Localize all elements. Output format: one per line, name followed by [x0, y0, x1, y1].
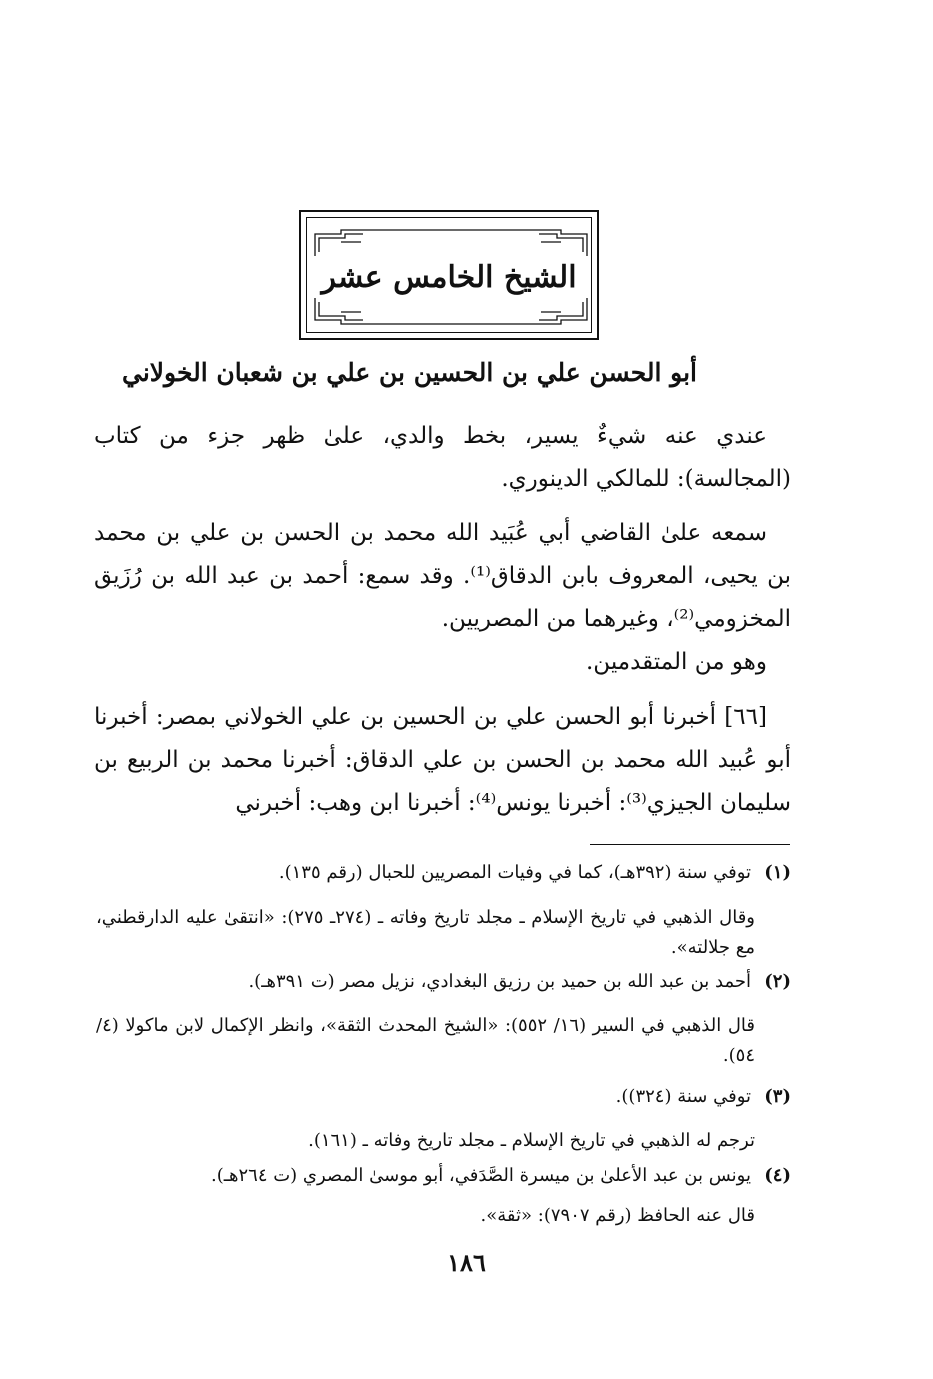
- footnote-2-text: أحمد بن عبد الله بن حميد بن رزيق البغدادي، نزيل مصر (ت ٣٩١هـ).: [248, 971, 751, 992]
- footnote-1-number: (١): [764, 862, 791, 883]
- sheikh-name: أبو الحسن علي بن الحسين بن علي بن شعبان الخولاني: [122, 358, 697, 387]
- paragraph-3: [94, 641, 791, 684]
- footnote-2-number: (٢): [764, 971, 791, 992]
- paragraph-3-text: وهو من المتقدمين.: [586, 649, 767, 675]
- footnote-3-text: توفي سنة (٣٢٤)).: [615, 1086, 751, 1107]
- footnote-1: [96, 858, 791, 888]
- footnote-separator: [590, 844, 790, 845]
- footnote-2: [96, 967, 791, 997]
- page-number: ١٨٦: [447, 1248, 486, 1277]
- footnote-4-number: (٤): [764, 1165, 791, 1186]
- paragraph-1-text: عندي عنه شيءٌ يسير، بخط والدي، علىٰ ظهر جزء من كتاب (المجالسة): للمالكي الدينوري.: [94, 423, 791, 492]
- chapter-heading-frame: [299, 210, 599, 340]
- paragraph-4-text: [٦٦] أخبرنا أبو الحسن علي بن الحسين بن علي الخولاني بمصر: أخبرنا أبو عُبيد الله محمد بن الحسن بن علي الدقاق: أخبرنا محمد بن الربيع بن سليمان الجيزي⁽³⁾: أخبرنا يونس⁽⁴⁾: أخبرنا ابن وهب: أخبرني: [94, 704, 791, 816]
- footnote-4-text: يونس بن عبد الأعلىٰ بن ميسرة الصَّدَفي، أبو موسىٰ المصري (ت ٢٦٤هـ).: [210, 1165, 751, 1186]
- paragraph-1: [94, 415, 791, 501]
- footnote-4: [96, 1161, 791, 1191]
- chapter-title: الشيخ الخامس عشر: [321, 260, 577, 295]
- footnote-1-note: وقال الذهبي في تاريخ الإسلام ـ مجلد تاريخ وفاته ـ (٢٧٤ـ ٢٧٥): «انتقىٰ عليه الدارقطني، مع جلالته».: [96, 907, 755, 958]
- footnote-1-text: توفي سنة (٣٩٢هـ)، كما في وفيات المصريين للحبال (رقم ١٣٥).: [278, 862, 751, 883]
- footnote-3: [96, 1082, 791, 1112]
- footnote-3-number: (٣): [764, 1086, 791, 1107]
- paragraph-2-text: سمعه علىٰ القاضي أبي عُبَيد الله محمد بن الحسن بن علي بن محمد بن يحيى، المعروف بابن الدقاق⁽¹⁾. وقد سمع: أحمد بن عبد الله بن رُزَيق المخزومي⁽²⁾، وغيرهما من المصريين.: [94, 520, 792, 632]
- paragraph-4: [94, 696, 791, 825]
- footnote-4-note: قال عنه الحافظ (رقم ٧٩٠٧): «ثقة».: [480, 1205, 755, 1226]
- footnote-3-note: ترجم له الذهبي في تاريخ الإسلام ـ مجلد تاريخ وفاته ـ (١٦١).: [308, 1130, 755, 1151]
- footnote-2-note: قال الذهبي في السير (١٦/ ٥٥٢): «الشيخ المحدث الثقة»، وانظر الإكمال لابن ماكولا (٤/ ٥٤).: [96, 1015, 755, 1066]
- paragraph-2: [94, 512, 791, 641]
